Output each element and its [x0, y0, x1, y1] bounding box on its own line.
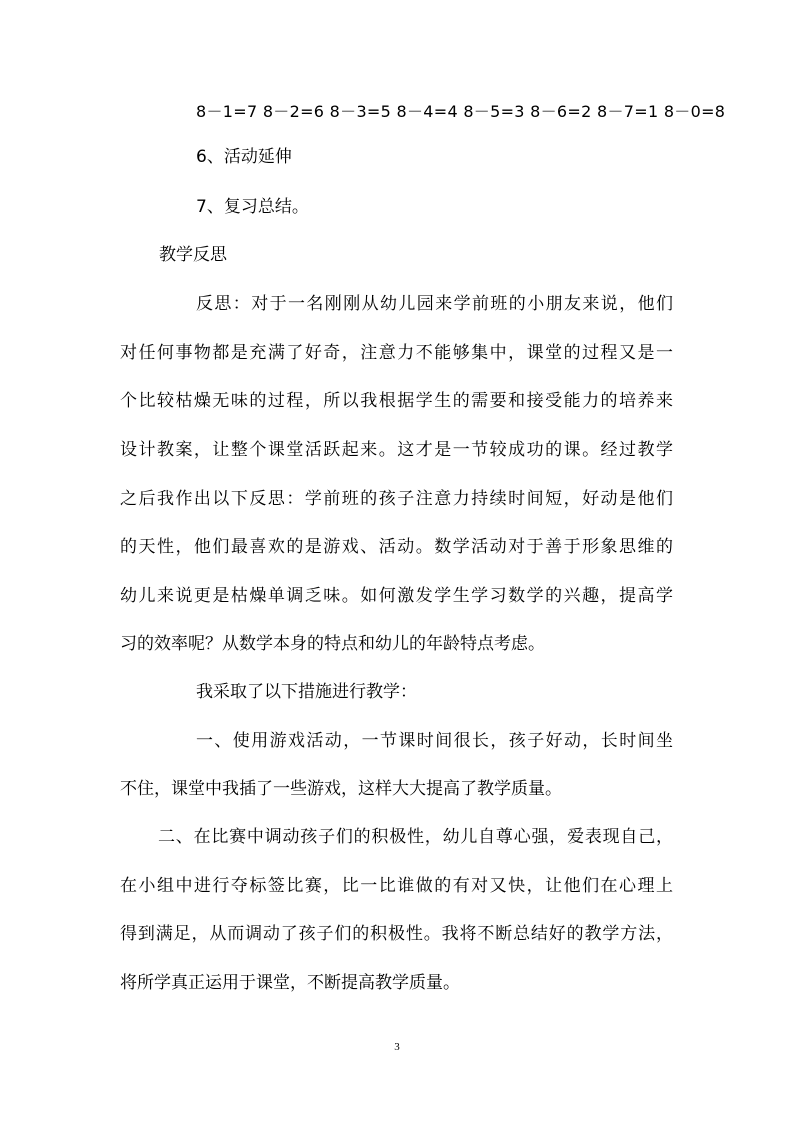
paragraph-1-line: 个比较枯燥无味的过程，所以我根据学生的需要和接受能力的培养来	[120, 391, 675, 411]
paragraph-1-line: 幼儿来说更是枯燥单调乏味。如何激发学生学习数学的兴趣，提高学	[120, 586, 675, 606]
paragraph-4-line: 在小组中进行夺标签比赛，比一比谁做的有对又快，让他们在心理上	[120, 876, 675, 896]
paragraph-3-line: 一、使用游戏活动，一节课时间很长，孩子好动，长时间坐	[196, 731, 675, 751]
item-7: 7、复习总结。	[196, 197, 309, 217]
paragraph-1-line: 反思：对于一名刚刚从幼儿园来学前班的小朋友来说，他们	[196, 294, 675, 314]
page-number: 3	[394, 1041, 400, 1053]
paragraph-1-line: 设计教案，让整个课堂活跃起来。这才是一节较成功的课。经过教学	[120, 440, 675, 460]
section-heading: 教学反思	[159, 245, 227, 265]
paragraph-4-line: 二、在比赛中调动孩子们的积极性，幼儿自尊心强，爱表现自己，	[158, 827, 674, 847]
paragraph-1-line: 对任何事物都是充满了好奇，注意力不能够集中，课堂的过程又是一	[120, 343, 675, 363]
paragraph-4-line: 得到满足，从而调动了孩子们的积极性。我将不断总结好的教学方法，	[120, 924, 674, 944]
paragraph-3-line: 不住，课堂中我插了一些游戏，这样大大提高了教学质量。	[120, 779, 562, 799]
paragraph-1-line: 的天性，他们最喜欢的是游戏、活动。数学活动对于善于形象思维的	[120, 537, 675, 557]
item-6: 6、活动延伸	[196, 147, 292, 167]
equations-line: 8－1=7 8－2=6 8－3=5 8－4=4 8－5=3 8－6=2 8－7=1 8－0=8	[196, 102, 726, 121]
paragraph-2: 我采取了以下措施进行教学：	[196, 682, 417, 702]
paragraph-1-line: 之后我作出以下反思：学前班的孩子注意力持续时间短，好动是他们	[120, 489, 675, 509]
paragraph-4-line: 将所学真正运用于课堂，不断提高教学质量。	[120, 973, 460, 993]
paragraph-1-line: 习的效率呢？从数学本身的特点和幼儿的年龄特点考虑。	[120, 634, 545, 654]
